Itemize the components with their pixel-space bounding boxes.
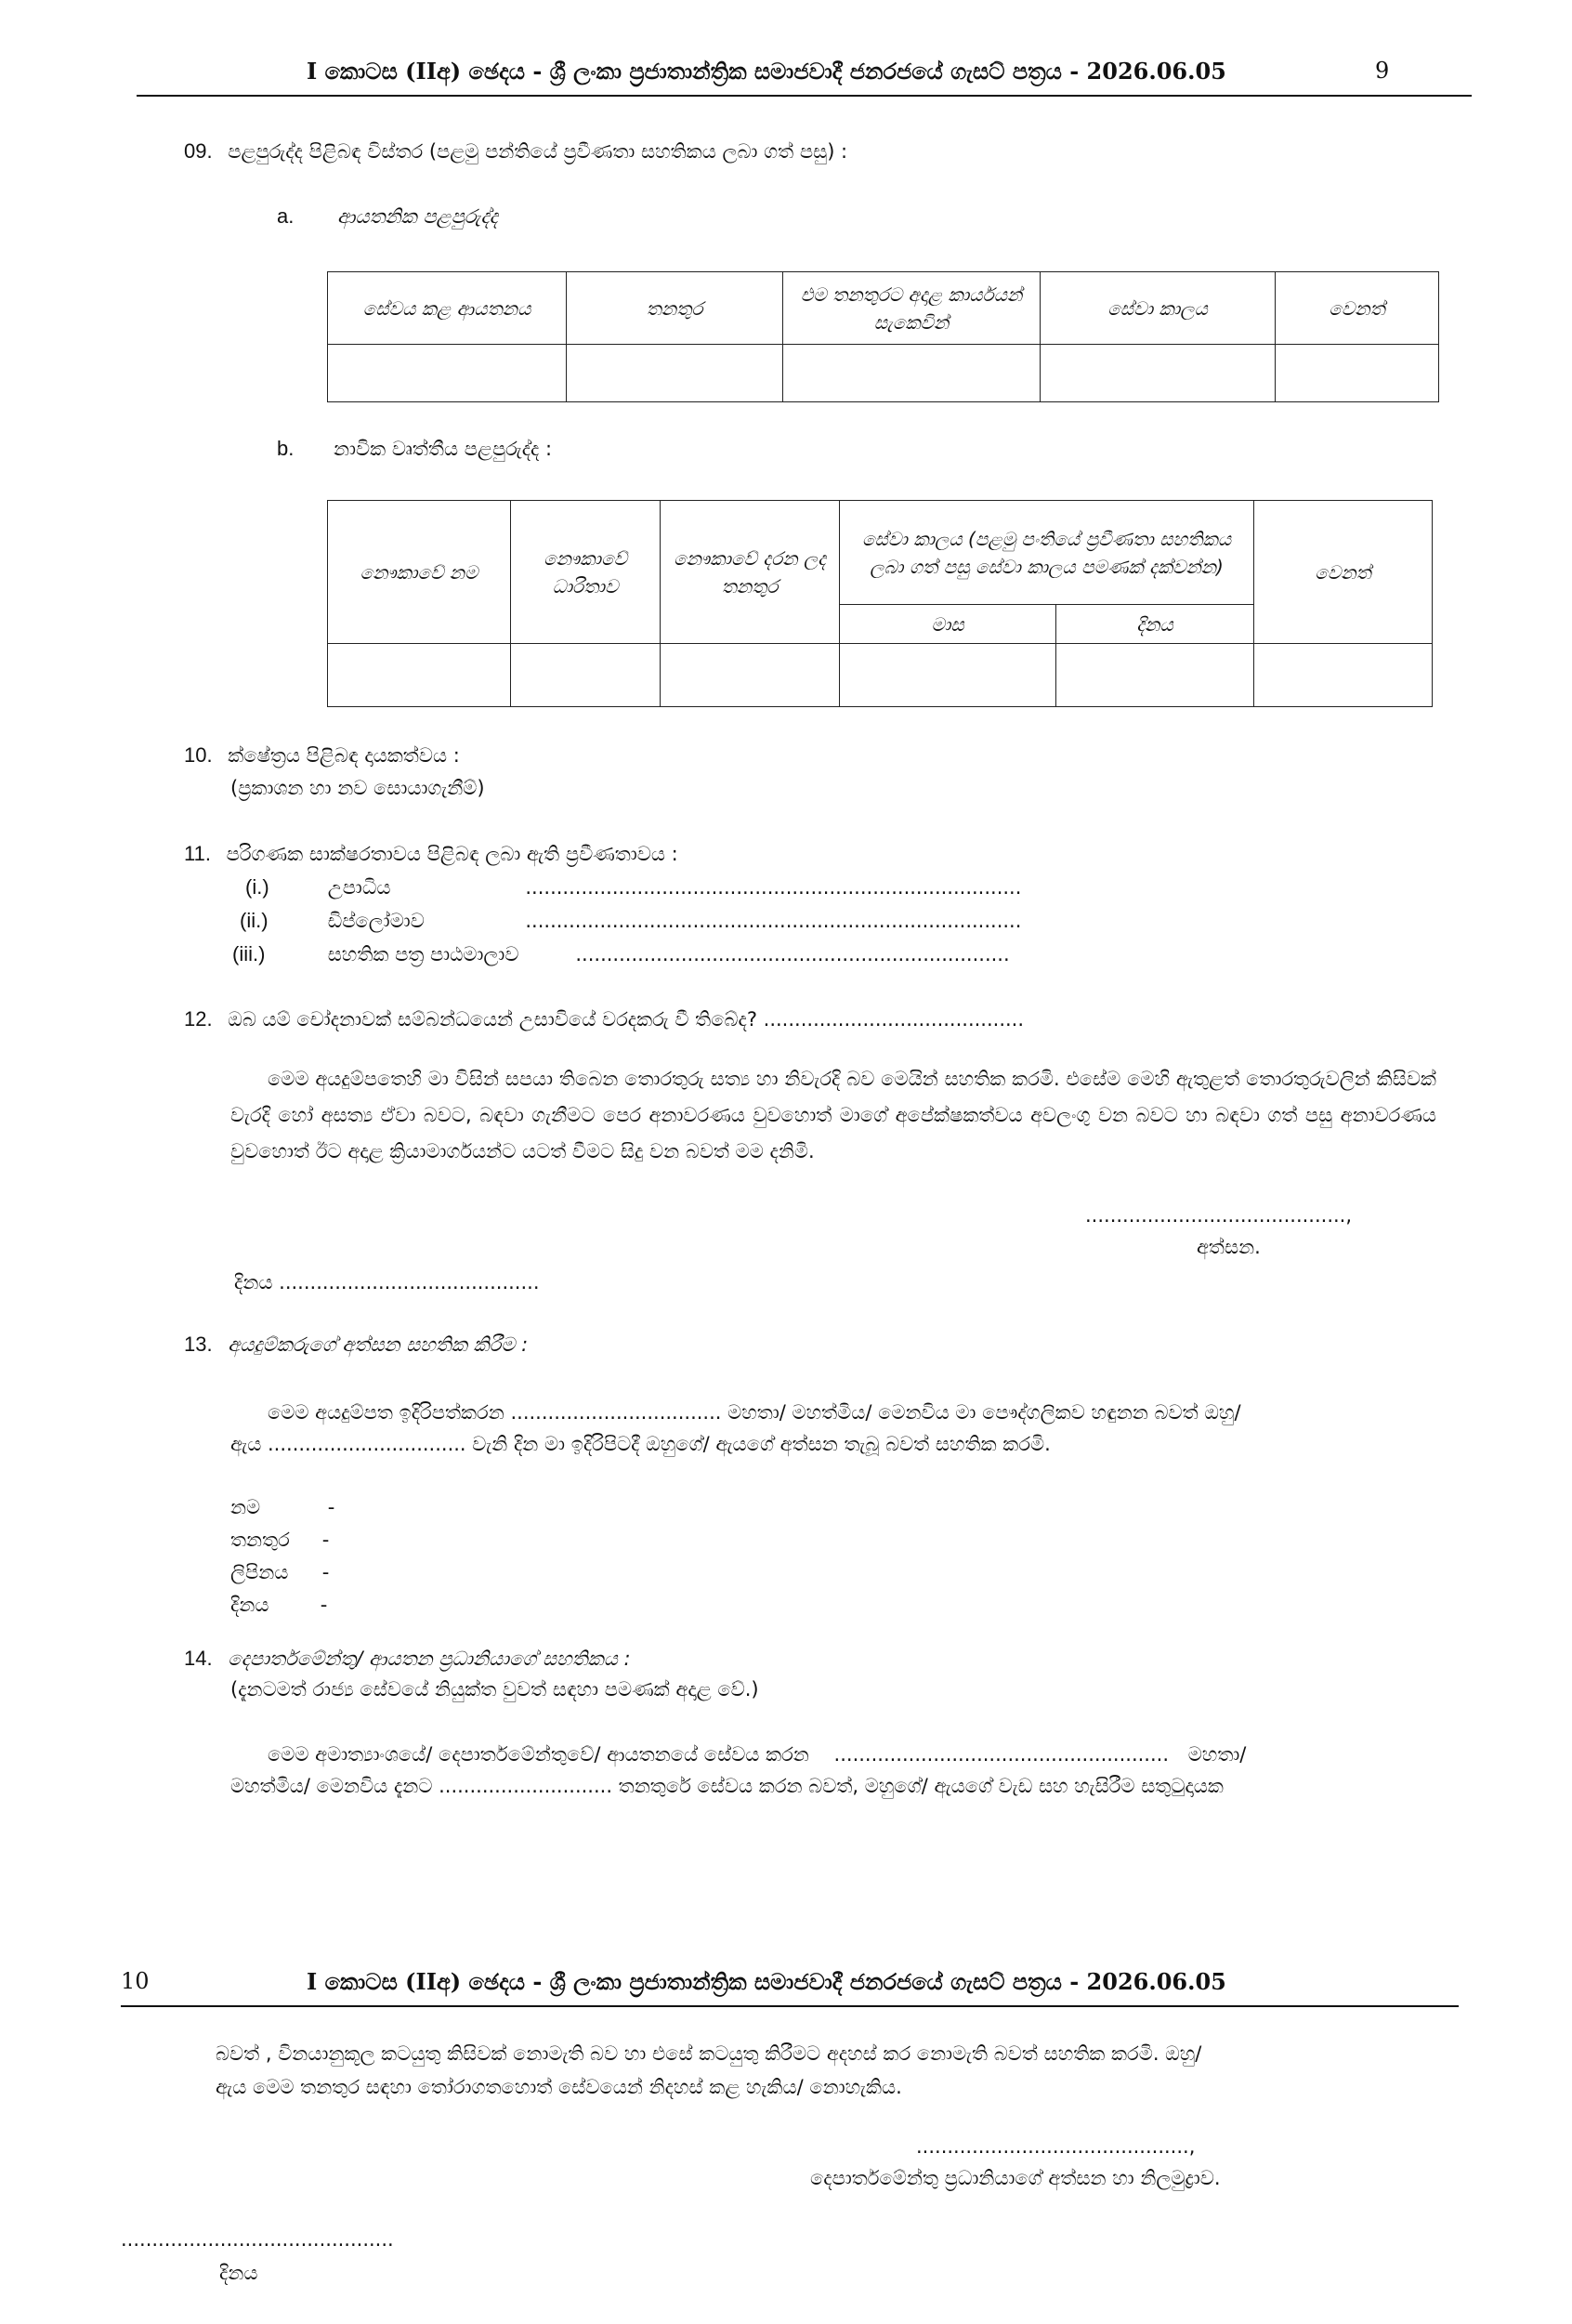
- list-roman: (iii.): [232, 942, 266, 965]
- head-certification-line-1: [268, 1743, 1246, 1766]
- table-subheader: මාස: [840, 605, 1056, 644]
- table-header: තනතුර: [567, 272, 783, 345]
- page10-header-rule: [121, 2005, 1459, 2007]
- field-label: දිනය: [230, 1594, 269, 1616]
- field-separator: -: [321, 1561, 330, 1583]
- field-separator: -: [320, 1594, 328, 1616]
- page9-header-rule: [137, 95, 1472, 97]
- fill-dots[interactable]: ......................................................................: [575, 943, 1010, 965]
- field-row: [230, 1529, 329, 1552]
- fill-dots[interactable]: ................................................................................: [525, 876, 1022, 899]
- section-title: දෙපාර්තමේන්තු/ ආයතන ප්‍රධානියාගේ සහතිකය :: [228, 1648, 631, 1670]
- page9-header: I කොටස (IIඅ) ඡෙදය - ශ්‍රී ලංකා ප්‍රජාතාන්ත්‍රික සමාජවාදී ජනරජයේ ගැසට් පත්‍රය - 2026.06.05: [307, 58, 1226, 85]
- table-cell[interactable]: [783, 345, 1041, 402]
- table-cell[interactable]: [840, 644, 1056, 707]
- table-cell[interactable]: [567, 345, 783, 402]
- table-header: වෙනත්: [1276, 272, 1439, 345]
- table-header: නෞකාවේ දරන ලද තනතුර: [661, 501, 840, 644]
- institutional-experience-table: [327, 271, 1439, 402]
- date-line[interactable]: දිනය ..........................................: [234, 1271, 540, 1293]
- list-roman: (ii.): [240, 909, 269, 932]
- table-header: වෙනත්: [1254, 501, 1433, 644]
- head-certification-line-2: මහත්මිය/ මෙනවිය දැනට ............................ තනතුරේ සේවය කරන බවත්, මහුගේ/ ඇයගේ වැඩ සහ හැසිරීම සතුටුදායක: [230, 1775, 1224, 1797]
- signature-label: අත්සන.: [1197, 1236, 1261, 1258]
- section-14-subtitle: (දැනටමත් රාජ්‍ය සේවයේ නියුක්ත වුවත් සඳහා පමණක් අදාළ වේ.): [230, 1678, 759, 1700]
- page10-header: I කොටස (IIඅ) ඡෙදය - ශ්‍රී ලංකා ප්‍රජාතාන්ත්‍රික සමාජවාදී ජනරජයේ ගැසට් පත්‍රය - 2026.06.05: [307, 1968, 1226, 1995]
- maritime-experience-table: [327, 500, 1433, 707]
- list-label: ඩිප්ලෝමාව: [327, 910, 425, 932]
- section-number: 12.: [184, 1007, 213, 1031]
- section-14: [184, 1647, 631, 1671]
- date-dots[interactable]: ............................................: [121, 2228, 394, 2251]
- declaration-paragraph: මෙම අයදුම්පතෙහි මා විසින් සපයා තිබෙන තොරතුරු සත්‍ය හා නිවැරදි බව මෙයින් සහතික කරමි. එසේම මෙහි ඇතුළත් තොරතුරුවලින් කිසිවක් වැරදි හෝ අසත්‍ය ඒවා බවට, බඳවා ගැනීමට පෙර අනාවරණය වුවහොත් මාගේ අපේක්ෂකත්වය අවලංගු වන බවට හා බඳවා ගත් පසු අනාවරණය වුවහොත් ඊට අදාළ ක්‍රියාමාර්ගයන්ට යටත් වීමට සිදු වන බවත් මම දනිමි.: [230, 1068, 1436, 1162]
- field-label: ලිපිනය: [230, 1561, 289, 1583]
- field-row: [230, 1561, 329, 1584]
- table-cell[interactable]: [1254, 644, 1433, 707]
- table-cell[interactable]: [661, 644, 840, 707]
- list-label: උපාධිය: [327, 876, 391, 899]
- section-10: [184, 743, 460, 768]
- list-item: [240, 909, 1021, 933]
- subsection-title: නාවික වෘත්තීය පළපුරුද්ද :: [334, 438, 553, 460]
- table-cell[interactable]: [1276, 345, 1439, 402]
- section-title: පරිගණක සාක්ෂරතාවය පිළිබඳ ලබා ඇති ප්‍රවීණතාවය :: [226, 843, 678, 865]
- table-cell[interactable]: [328, 345, 567, 402]
- section-number: 09.: [184, 139, 213, 163]
- table-subheader: දිනය: [1056, 605, 1254, 644]
- table-header: නෞකාවේ නම: [328, 501, 511, 644]
- subsection-label: a.: [277, 204, 295, 228]
- section-13: [184, 1333, 528, 1357]
- table-header: සේවා කාලය (පළමු පංතියේ ප්‍රවීණතා සහතිකය ලබා ගත් පසු සේවා කාලය පමණක් දක්වන්න): [840, 501, 1254, 605]
- para-text: මහතා/ මහත්මිය/ මෙනවිය මා පෞද්ගලිකව හඳුනන බවත් ඔහු/: [727, 1401, 1241, 1424]
- list-item: [232, 942, 1010, 966]
- list-label: සහතික පත්‍ර පාඨමාලාව: [327, 943, 519, 965]
- section-title: අයදුම්කරුගේ අත්සන සහතික කිරීම :: [228, 1333, 529, 1356]
- subsection-b: [277, 437, 552, 461]
- list-item: [245, 875, 1021, 899]
- section-title: ක්ෂේත්‍රය පිළිබඳ දායකත්වය :: [228, 744, 460, 767]
- para-text: මෙම අයදුම්පත ඉදිරිපත්කරන: [268, 1401, 504, 1424]
- page10-number: 10: [121, 1968, 150, 1994]
- section-10-subtitle: (ප්‍රකාශන හා නව සොයාගැනීම්): [230, 777, 485, 799]
- section-09: [184, 139, 847, 164]
- para-text: මහතා/: [1187, 1743, 1247, 1766]
- page9-number: 9: [1375, 58, 1390, 84]
- field-label: තනතුර: [230, 1529, 290, 1551]
- head-signature-label: දෙපාර්තමේන්තු ප්‍රධානියාගේ අත්සන හා නිලමුද්‍රාව.: [810, 2167, 1221, 2189]
- table-cell[interactable]: [1041, 345, 1276, 402]
- field-row: [230, 1594, 327, 1617]
- date-label: දිනය: [219, 2262, 258, 2284]
- table-header: සේවය කළ ආයතනය: [328, 272, 567, 345]
- table-header: නෞකාවේ ධාරිතාව: [511, 501, 661, 644]
- fill-dots[interactable]: ................................................................................: [525, 910, 1022, 932]
- certification-line-2: ඇය ................................ වැනි දින මා ඉදිරිපිටදී ඔහුගේ/ ඇයගේ අත්සන තැබූ බවත් සහතික කරමි.: [230, 1433, 1051, 1455]
- field-separator: -: [327, 1496, 335, 1518]
- continuation-line-2: ඇය මෙම තනතුර සඳහා තෝරාගතහොත් සේවයෙන් නිදහස් කළ හැකිය/ නොහැකිය.: [216, 2076, 902, 2098]
- continuation-line-1: බවත් , විනයානුකූල කටයුතු කිසිවක් නොමැති බව හා එසේ කටයුතු කිරීමට අදහස් කර නොමැති බවත් සහතික කරමි. ඔහු/: [216, 2042, 1202, 2065]
- section-number: 11.: [184, 842, 211, 865]
- list-roman: (i.): [245, 875, 269, 899]
- table-header: සේවා කාලය: [1041, 272, 1276, 345]
- section-11: [184, 842, 678, 866]
- subsection-label: b.: [277, 437, 295, 460]
- field-label: නම: [230, 1496, 261, 1518]
- section-number: 14.: [184, 1647, 213, 1670]
- table-cell[interactable]: [328, 644, 511, 707]
- signature-dots[interactable]: ..........................................,: [1085, 1204, 1353, 1227]
- field-separator: -: [321, 1529, 330, 1551]
- fill-dots[interactable]: ..................................: [510, 1401, 722, 1424]
- section-question: ඔබ යම් චෝදනාවක් සම්බන්ධයෙන් උසාවියේ වරදකරු වී තිබේද? ..........................................: [228, 1008, 1025, 1031]
- table-cell[interactable]: [1056, 644, 1254, 707]
- table-cell[interactable]: [511, 644, 661, 707]
- certification-line-1: [268, 1401, 1241, 1425]
- field-row: [230, 1496, 334, 1519]
- subsection-a: [277, 204, 498, 229]
- table-header: එම තනතුරට අදාළ කාර්යයන් සැකෙවින්: [783, 272, 1041, 345]
- section-number: 10.: [184, 743, 213, 767]
- subsection-title: ආයතනික පළපුරුද්ද: [337, 205, 498, 228]
- fill-dots[interactable]: ......................................................: [833, 1743, 1170, 1766]
- section-number: 13.: [184, 1333, 213, 1356]
- section-title: පළපුරුද්ද පිළිබඳ විස්තර (පළමු පන්තියේ ප්‍රවීණතා සහතිකය ලබා ගත් පසු) :: [228, 140, 848, 163]
- para-text: මෙම අමාත්‍යාංශයේ/ දෙපාර්තමේන්තුවේ/ ආයතනයේ සේවය කරන: [268, 1743, 809, 1766]
- head-signature-dots[interactable]: ............................................,: [916, 2135, 1196, 2158]
- section-12: [184, 1007, 1024, 1031]
